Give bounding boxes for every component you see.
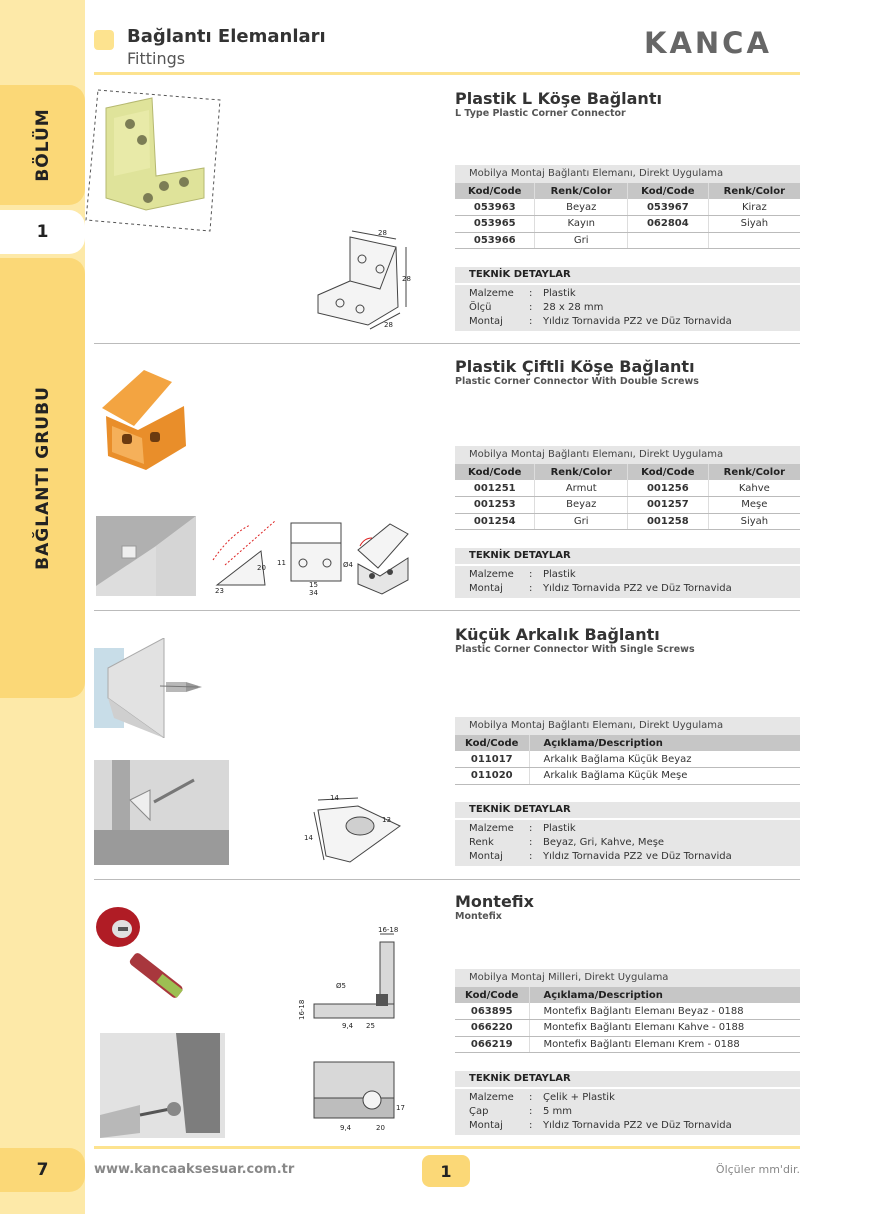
- table-row: [455, 751, 800, 768]
- column-header: Açıklama/Description: [529, 735, 800, 751]
- tech-row: Montaj : Yıldız Tornavida PZ2 ve Düz Tornavida: [469, 316, 732, 327]
- dim-label: 14: [330, 794, 339, 802]
- dim-label: 28: [378, 229, 387, 237]
- dim-label: 25: [366, 1022, 375, 1030]
- product-color: Beyaz: [535, 199, 628, 216]
- section-number: 1: [0, 210, 85, 254]
- table-caption: Mobilya Montaj Bağlantı Elemanı, Direkt Uygulama: [455, 717, 800, 735]
- column-header: Açıklama/Description: [529, 987, 800, 1003]
- dim-label: 20: [257, 564, 266, 572]
- table-row: [455, 1036, 800, 1053]
- column-header: Kod/Code: [455, 987, 529, 1003]
- product-color: Siyah: [708, 216, 800, 233]
- tech-header: TEKNİK DETAYLAR: [455, 267, 800, 283]
- montefix-drawing-top: [300, 1060, 415, 1135]
- product-code: 001256: [627, 480, 708, 497]
- tech-key: Montaj: [469, 851, 503, 862]
- product-table: [455, 446, 800, 530]
- group-tab: [0, 258, 85, 698]
- tech-row: Ölçü : 28 x 28 mm: [469, 302, 604, 313]
- product-color: Beyaz: [535, 497, 628, 514]
- product-description: Montefix Bağlantı Elemanı Kahve - 0188: [529, 1020, 800, 1037]
- dim-label: Ø4: [343, 561, 353, 569]
- tech-value: Beyaz, Gri, Kahve, Meşe: [543, 837, 665, 848]
- tech-value: Çelik + Plastik: [543, 1092, 615, 1103]
- product-color: Kayın: [535, 216, 628, 233]
- tech-value: 5 mm: [543, 1106, 573, 1117]
- tech-key: Montaj: [469, 583, 503, 594]
- tech-key: Malzeme: [469, 823, 514, 834]
- tech-key: Renk: [469, 837, 494, 848]
- product-code: 001254: [455, 513, 535, 530]
- dim-label: Ø5: [336, 982, 346, 990]
- header-marker: [94, 30, 114, 50]
- dim-label: 13: [382, 816, 391, 824]
- back-connector-drawing: [300, 790, 415, 870]
- dim-label: 14: [304, 834, 313, 842]
- dim-label: 11: [277, 559, 286, 567]
- kanca-logo: KANCA: [644, 26, 772, 60]
- table-caption: Mobilya Montaj Milleri, Direkt Uygulama: [455, 969, 800, 987]
- double-connector-photo: [94, 368, 199, 473]
- tech-row: Malzeme : Çelik + Plastik: [469, 1092, 615, 1103]
- product-title: Plastik L Köşe Bağlantı: [455, 89, 662, 108]
- product-color: [708, 232, 800, 249]
- column-header: Renk/Color: [535, 183, 628, 199]
- product-description: Arkalık Bağlama Küçük Beyaz: [529, 751, 800, 768]
- montefix-drawing-side: [290, 922, 410, 1032]
- page-number: 7: [0, 1148, 85, 1192]
- tech-header: TEKNİK DETAYLAR: [455, 1071, 800, 1087]
- column-header: Renk/Color: [708, 464, 800, 480]
- double-connector-usage: [96, 516, 196, 596]
- product-color: Kahve: [708, 480, 800, 497]
- page-subtitle: Fittings: [127, 49, 186, 68]
- product-subtitle: Plastic Corner Connector With Single Screws: [455, 644, 695, 655]
- product-code: 066219: [455, 1036, 529, 1053]
- back-connector-usage: [94, 760, 229, 865]
- dim-label: 16-18: [298, 999, 306, 1020]
- back-connector-photo: [94, 638, 234, 738]
- dim-label: 34: [309, 589, 318, 595]
- tech-row: Montaj : Yıldız Tornavida PZ2 ve Düz Tornavida: [469, 851, 732, 862]
- tech-key: Malzeme: [469, 288, 514, 299]
- table-row: [455, 768, 800, 785]
- tech-key: Montaj: [469, 1120, 503, 1131]
- product-description: Arkalık Bağlama Küçük Meşe: [529, 768, 800, 785]
- column-header: Kod/Code: [455, 464, 535, 480]
- product-code: 001257: [627, 497, 708, 514]
- product-code: 001251: [455, 480, 535, 497]
- column-header: Kod/Code: [455, 183, 535, 199]
- tech-value: Yıldız Tornavida PZ2 ve Düz Tornavida: [543, 316, 732, 327]
- product-color: Armut: [535, 480, 628, 497]
- dim-label: 9,4: [340, 1124, 352, 1132]
- tech-key: Montaj: [469, 316, 503, 327]
- units-note: Ölçüler mm'dir.: [715, 1163, 800, 1176]
- product-table: [455, 165, 800, 249]
- dim-label: 23: [215, 587, 224, 595]
- product-code: 001253: [455, 497, 535, 514]
- dim-label: 9,4: [342, 1022, 354, 1030]
- double-connector-3d: [350, 520, 412, 596]
- tech-value: Plastik: [543, 823, 576, 834]
- product-color: Gri: [535, 232, 628, 249]
- tech-key: Malzeme: [469, 1092, 514, 1103]
- product-subtitle: L Type Plastic Corner Connector: [455, 108, 626, 119]
- product-title: Montefix: [455, 892, 534, 911]
- tech-key: Çap: [469, 1106, 489, 1117]
- l-connector-drawing: [310, 225, 420, 330]
- tech-row: Malzeme : Plastik: [469, 569, 576, 580]
- table-row: [455, 480, 800, 497]
- tech-row: Çap : 5 mm: [469, 1106, 573, 1117]
- table-row: [455, 497, 800, 514]
- product-code: 001258: [627, 513, 708, 530]
- column-header: Kod/Code: [455, 735, 529, 751]
- tech-key: Malzeme: [469, 569, 514, 580]
- tech-row: Montaj : Yıldız Tornavida PZ2 ve Düz Tornavida: [469, 583, 732, 594]
- tech-details: [455, 267, 800, 331]
- tech-value: Yıldız Tornavida PZ2 ve Düz Tornavida: [543, 583, 732, 594]
- dim-label: 28: [402, 275, 411, 283]
- tech-details: [455, 802, 800, 866]
- dim-label: 20: [376, 1124, 385, 1132]
- tech-key: Ölçü: [469, 302, 492, 313]
- product-color: Gri: [535, 513, 628, 530]
- product-table: [455, 969, 800, 1053]
- column-header: Renk/Color: [535, 464, 628, 480]
- website-link[interactable]: www.kancaaksesuar.com.tr: [94, 1162, 295, 1177]
- dim-label: 16-18: [378, 926, 399, 934]
- tech-row: Malzeme : Plastik: [469, 288, 576, 299]
- section-divider: [94, 879, 800, 880]
- tech-value: Plastik: [543, 288, 576, 299]
- product-code: 011017: [455, 751, 529, 768]
- table-row: [455, 199, 800, 216]
- dim-label: 17: [396, 1104, 405, 1112]
- table-row: [455, 1003, 800, 1020]
- page-title: Bağlantı Elemanları: [127, 26, 326, 47]
- table-row: [455, 232, 800, 249]
- product-code: 053967: [627, 199, 708, 216]
- table-row: [455, 513, 800, 530]
- column-header: Kod/Code: [627, 183, 708, 199]
- product-table: [455, 717, 800, 785]
- tech-header: TEKNİK DETAYLAR: [455, 548, 800, 564]
- group-label: BAĞLANTI GRUBU: [32, 386, 53, 570]
- column-header: Renk/Color: [708, 183, 800, 199]
- dim-label: 15: [309, 581, 318, 589]
- dim-label: 28: [384, 321, 393, 329]
- tech-row: Renk : Beyaz, Gri, Kahve, Meşe: [469, 837, 665, 848]
- table-row: [455, 216, 800, 233]
- product-title: Küçük Arkalık Bağlantı: [455, 625, 660, 644]
- tech-row: Malzeme : Plastik: [469, 823, 576, 834]
- footer-divider: [94, 1146, 800, 1149]
- product-description: Montefix Bağlantı Elemanı Beyaz - 0188: [529, 1003, 800, 1020]
- section-tab: [0, 85, 85, 205]
- product-code: 053965: [455, 216, 535, 233]
- column-header: Kod/Code: [627, 464, 708, 480]
- header-divider: [94, 72, 800, 75]
- product-code: 053966: [455, 232, 535, 249]
- product-color: Siyah: [708, 513, 800, 530]
- product-code: 011020: [455, 768, 529, 785]
- section-divider: [94, 610, 800, 611]
- tech-details: [455, 1071, 800, 1135]
- table-caption: Mobilya Montaj Bağlantı Elemanı, Direkt Uygulama: [455, 165, 800, 183]
- product-subtitle: Plastic Corner Connector With Double Screws: [455, 376, 699, 387]
- table-caption: Mobilya Montaj Bağlantı Elemanı, Direkt Uygulama: [455, 446, 800, 464]
- montefix-photo: [94, 905, 194, 1010]
- tech-header: TEKNİK DETAYLAR: [455, 802, 800, 818]
- product-code: 063895: [455, 1003, 529, 1020]
- product-code: 062804: [627, 216, 708, 233]
- page-marker: 1: [422, 1155, 470, 1187]
- tech-value: Yıldız Tornavida PZ2 ve Düz Tornavida: [543, 851, 732, 862]
- tech-value: Yıldız Tornavida PZ2 ve Düz Tornavida: [543, 1120, 732, 1131]
- section-label: BÖLÜM: [32, 108, 53, 182]
- product-subtitle: Montefix: [455, 911, 502, 922]
- product-color: Kiraz: [708, 199, 800, 216]
- tech-details: [455, 548, 800, 598]
- product-title: Plastik Çiftli Köşe Bağlantı: [455, 357, 695, 376]
- product-color: Meşe: [708, 497, 800, 514]
- montefix-usage: [100, 1033, 225, 1138]
- product-description: Montefix Bağlantı Elemanı Krem - 0188: [529, 1036, 800, 1053]
- product-code: 053963: [455, 199, 535, 216]
- tech-row: Montaj : Yıldız Tornavida PZ2 ve Düz Tornavida: [469, 1120, 732, 1131]
- product-code: 066220: [455, 1020, 529, 1037]
- tech-value: 28 x 28 mm: [543, 302, 604, 313]
- double-connector-drawing: [205, 515, 355, 595]
- l-connector-photo: [84, 88, 224, 233]
- tech-value: Plastik: [543, 569, 576, 580]
- section-divider: [94, 343, 800, 344]
- table-row: [455, 1020, 800, 1037]
- product-code: [627, 232, 708, 249]
